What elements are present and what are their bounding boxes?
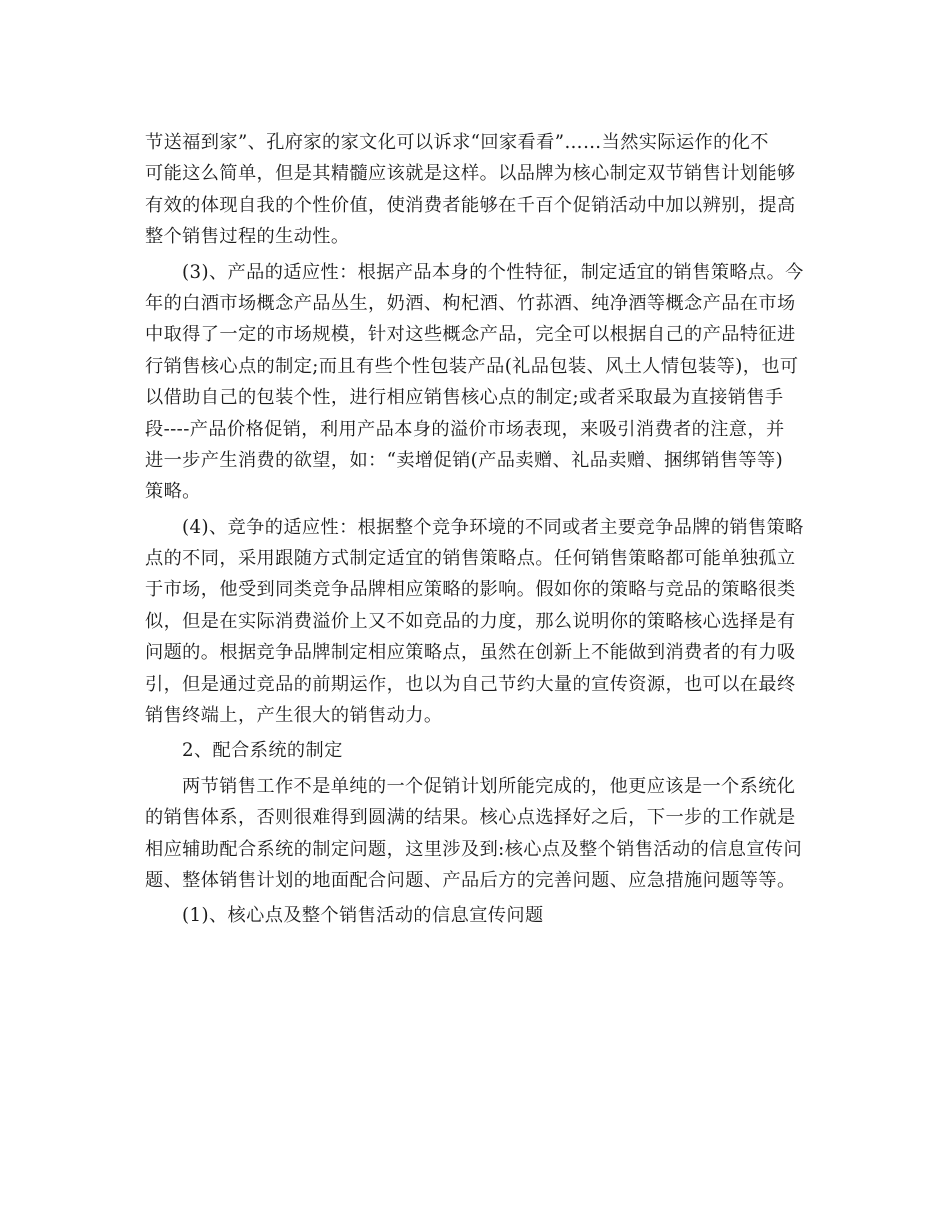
text-line: 销售终端上，产生很大的销售动力。: [145, 705, 443, 727]
text-line: 进一步产生消费的欲望，如：“卖增促销(产品卖赠、礼品卖赠、捆绑销售等等): [145, 449, 784, 471]
text-line: 可能这么简单，但是其精髓应该就是这样。以品牌为核心制定双节销售计划能够: [145, 163, 796, 185]
paragraph-product-adaptability: [145, 257, 810, 508]
text-line: 以借助自己的包装个性，进行相应销售核心点的制定;或者采取最为直接销售手: [145, 387, 784, 409]
text-line: 两节销售工作不是单纯的一个促销计划所能完成的，他更应该是一个系统化: [182, 775, 796, 797]
text-line: 策略。: [145, 481, 201, 503]
paragraph-competition-adaptability: [145, 512, 810, 732]
text-line: 的销售体系，否则很难得到圆满的结果。核心点选择好之后，下一步的工作就是: [145, 807, 796, 829]
text-line: 年的白酒市场概念产品丛生，奶酒、枸杞酒、竹荪酒、纯净酒等概念产品在市场: [145, 292, 796, 314]
document-body: [145, 127, 810, 932]
heading-text: (1)、核心点及整个销售活动的信息宣传问题: [182, 905, 544, 927]
text-line: 点的不同，采用跟随方式制定适宜的销售策略点。任何销售策略都可能单独孤立: [145, 548, 796, 570]
text-line: 整个销售过程的生动性。: [145, 226, 350, 248]
text-line: 行销售核心点的制定;而且有些个性包装产品(礼品包装、风土人情包装等)，也可: [145, 355, 799, 377]
subsection-heading-1: [145, 900, 810, 931]
text-line: 有效的体现自我的个性价值，使消费者能够在千百个促销活动中加以辨别，提高: [145, 194, 796, 216]
text-line: 相应辅助配合系统的制定问题，这里涉及到:核心点及整个销售活动的信息宣传问: [145, 838, 803, 860]
text-line: 问题的。根据竞争品牌制定相应策略点，虽然在创新上不能做到消费者的有力吸: [145, 642, 796, 664]
section-heading-2: [145, 735, 810, 766]
text-line: (4)、竞争的适应性：根据整个竞争环境的不同或者主要竞争品牌的销售策略: [182, 516, 804, 538]
paragraph-system: [145, 771, 810, 897]
text-line: 似，但是在实际消费溢价上又不如竞品的力度，那么说明你的策略核心选择是有: [145, 610, 796, 632]
text-line: 中取得了一定的市场规模，针对这些概念产品，完全可以根据自己的产品特征进: [145, 324, 796, 346]
text-line: 于市场，他受到同类竞争品牌相应策略的影响。假如你的策略与竞品的策略很类: [145, 579, 796, 601]
text-line: (3)、产品的适应性：根据产品本身的个性特征，制定适宜的销售策略点。今: [182, 261, 804, 283]
text-line: 节送福到家”、孔府家的家文化可以诉求“回家看看”……当然实际运作的化不: [145, 132, 769, 153]
text-line: 段----产品价格促销，利用产品本身的溢价市场表现，来吸引消费者的注意，并: [145, 418, 785, 440]
text-line: 题、整体销售计划的地面配合问题、产品后方的完善问题、应急措施问题等等。: [145, 869, 796, 891]
paragraph-intro-continuation: [145, 127, 810, 253]
text-line: 引，但是通过竞品的前期运作，也以为自己节约大量的宣传资源，也可以在最终: [145, 673, 796, 695]
heading-text: 2、配合系统的制定: [182, 740, 343, 762]
